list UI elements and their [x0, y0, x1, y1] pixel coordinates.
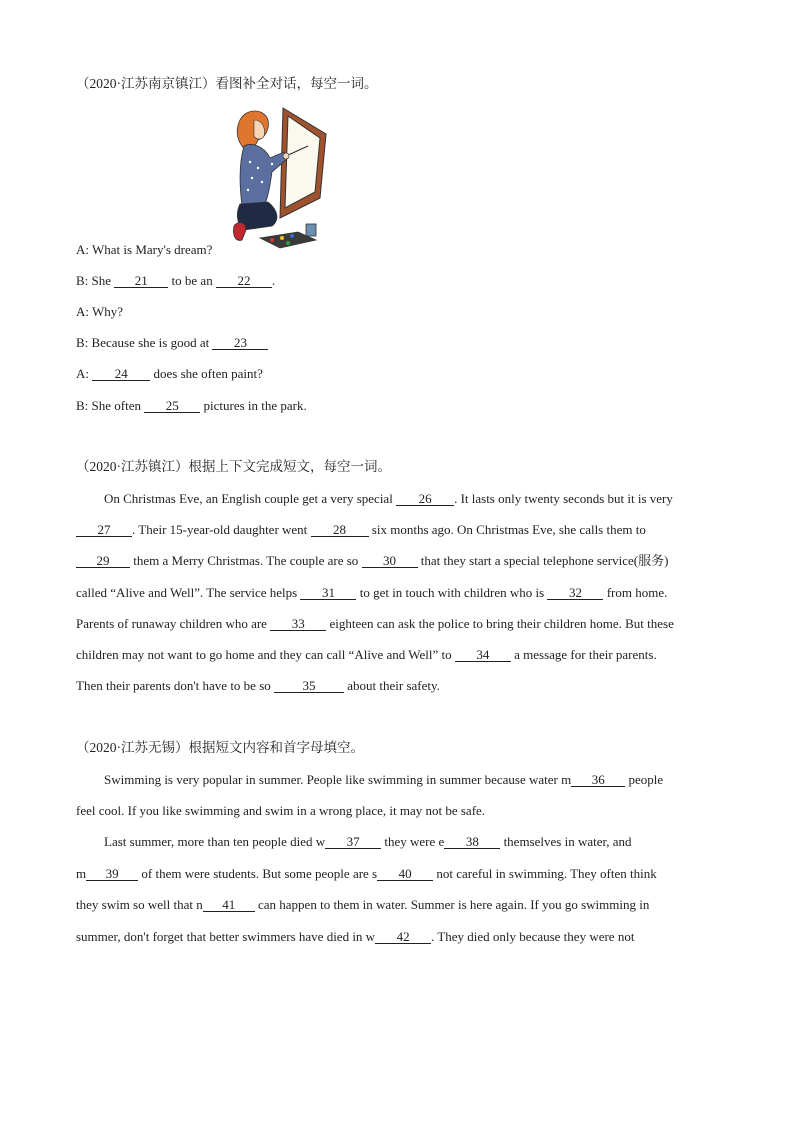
text: a message for their parents.: [510, 647, 657, 662]
dialogue-line-5: [76, 366, 263, 382]
blank-26[interactable]: 26: [396, 492, 454, 506]
blank-30[interactable]: 30: [362, 554, 418, 568]
passage3-line-5: [76, 897, 649, 913]
text: eighteen can ask the police to bring their children home. But these: [326, 616, 674, 631]
section1-heading: （2020·江苏南京镇江）看图补全对话，每空一词。: [76, 76, 378, 91]
blank-39[interactable]: 39: [86, 867, 138, 881]
text: . It lasts only twenty seconds but it is very: [454, 491, 673, 506]
blank-29[interactable]: 29: [76, 554, 130, 568]
text: B: Because she is good at: [76, 335, 213, 350]
passage2-line-6: [76, 647, 657, 663]
text: .: [271, 273, 276, 288]
passage2-line-1: [104, 491, 673, 507]
passage2-line-7: [76, 678, 440, 694]
text: they swim so well that n: [76, 897, 203, 912]
girl-painting-illustration: [228, 106, 328, 252]
text: B: She often: [76, 398, 145, 413]
text: can happen to them in water. Summer is here again. If you go swimming in: [254, 897, 650, 912]
text: . Their 15-year-old daughter went: [132, 522, 311, 537]
blank-33[interactable]: 33: [270, 617, 326, 631]
text: pictures in the park.: [200, 398, 307, 413]
blank-32[interactable]: 32: [547, 586, 603, 600]
text: not careful in swimming. They often think: [433, 866, 657, 881]
text: . They died only because they were not: [431, 929, 635, 944]
blank-40[interactable]: 40: [377, 867, 433, 881]
blank-23[interactable]: 23: [212, 336, 268, 350]
passage3-line-1: [104, 772, 663, 788]
passage2-line-3: [76, 553, 668, 569]
blank-22[interactable]: 22: [216, 274, 272, 288]
section2-heading: （2020·江苏镇江）根据上下文完成短文，每空一词。: [76, 459, 391, 474]
blank-38[interactable]: 38: [444, 835, 500, 849]
passage3-line-3: [104, 834, 632, 850]
text: B: She: [76, 273, 115, 288]
text: from home.: [603, 585, 668, 600]
blank-21[interactable]: 21: [114, 274, 168, 288]
dialogue-line-3: A: Why?: [76, 304, 124, 319]
blank-34[interactable]: 34: [455, 648, 511, 662]
text: of them were students. But some people are s: [138, 866, 378, 881]
passage2-line-4: [76, 585, 667, 601]
text: A:: [76, 366, 93, 381]
text: themselves in water, and: [500, 834, 632, 849]
text: m: [76, 866, 87, 881]
text: that they start a special telephone service(服务): [417, 553, 669, 568]
blank-27[interactable]: 27: [76, 523, 132, 537]
blank-28[interactable]: 28: [311, 523, 369, 537]
text: called “Alive and Well”. The service helps: [76, 585, 301, 600]
passage3-line-6: [76, 929, 634, 945]
text: does she often paint?: [150, 366, 263, 381]
text: children may not want to go home and they can call “Alive and Well” to: [76, 647, 455, 662]
blank-25[interactable]: 25: [144, 399, 200, 413]
text: summer, don't forget that better swimmers have died in w: [76, 929, 376, 944]
blank-31[interactable]: 31: [300, 586, 356, 600]
blank-37[interactable]: 37: [325, 835, 381, 849]
blank-41[interactable]: 41: [203, 898, 255, 912]
passage3-line-2: feel cool. If you like swimming and swim in a wrong place, it may not be safe.: [76, 803, 486, 818]
passage2-line-5: [76, 616, 674, 632]
text: them a Merry Christmas. The couple are so: [130, 553, 362, 568]
text: Swimming is very popular in summer. People like swimming in summer because water m: [104, 772, 572, 787]
dialogue-line-6: [76, 398, 307, 414]
blank-42[interactable]: 42: [375, 930, 431, 944]
passage2-line-2: [76, 522, 646, 538]
dialogue-line-4: [76, 335, 268, 351]
text: to get in touch with children who is: [356, 585, 548, 600]
section3-heading: （2020·江苏无锡）根据短文内容和首字母填空。: [76, 740, 364, 755]
dialogue-line-1: A: What is Mary's dream?: [76, 242, 213, 257]
text: Last summer, more than ten people died w: [104, 834, 326, 849]
text: six months ago. On Christmas Eve, she calls them to: [368, 522, 646, 537]
text: Then their parents don't have to be so: [76, 678, 275, 693]
passage3-line-4: [76, 866, 657, 882]
text: On Christmas Eve, an English couple get a very special: [104, 491, 397, 506]
blank-36[interactable]: 36: [571, 773, 625, 787]
blank-24[interactable]: 24: [92, 367, 150, 381]
text: Parents of runaway children who are: [76, 616, 271, 631]
text: to be an: [168, 273, 216, 288]
text: they were e: [381, 834, 445, 849]
text: about their safety.: [344, 678, 440, 693]
dialogue-line-2: [76, 273, 275, 289]
text: people: [625, 772, 664, 787]
blank-35[interactable]: 35: [274, 679, 344, 693]
